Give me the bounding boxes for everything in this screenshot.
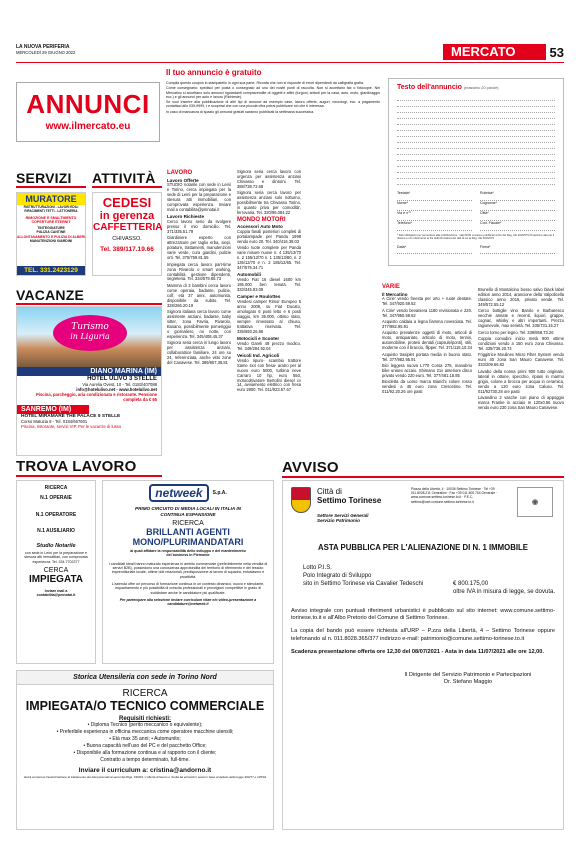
- coupon-fields: [397, 191, 555, 231]
- acc-auto-heading: Accessori Auto Moto: [237, 224, 283, 230]
- cedesi-line1: CEDESI: [102, 195, 152, 210]
- lavoro-column: [167, 170, 231, 368]
- citta-sign1: Il Dirigente del Servizio Patrimonio e Partecipazioni: [404, 672, 532, 679]
- field-telefono[interactable]: Telefono*: [397, 221, 472, 231]
- muratore-line: TINTEGGIATURE: [37, 226, 65, 231]
- turismo-banner: [17, 307, 161, 367]
- muratore-line: MANUTENZIONI GIARDINI: [29, 239, 73, 244]
- hotel2-name: HOTEL MIRAMARE THE PALACE 5 STELLE: [21, 414, 121, 419]
- list-item: Signora seria cerca lavoro per assistenza anziani solo notturno, possibilmente tra Chivasso Torino, in quanto priva per comodità', ferrovaria. Tel. 320/95.084.22: [237, 190, 301, 216]
- citta-p1: Avviso integrale con puntuali riferimenti urbanistici è pubblicato sul sito internet: www.comune.settimo-torinese.to.it e all'Albo Pretorio del Comune di Settimo Torinese.: [291, 608, 555, 622]
- notarile-top-cerca: RICERCA: [44, 485, 68, 491]
- lotto-price-note: oltre IVA in misura di legge, se dovuta.: [453, 589, 555, 595]
- storica-req: • Preferibile esperienza in officina meccanica come operatore macchine utensili;: [56, 729, 234, 735]
- list-item: Giardiniere esperto con attrezzature per taglio erba, siepi, potature, trattamenti, manutenzioni varie verde, cura giardini, pulizie orti. Tel. 375/759.81.55: [167, 235, 231, 261]
- netweek-role2: MONO/PLURIMANDATARI: [132, 537, 244, 548]
- lotto-block: [291, 564, 555, 596]
- citta-signature: [381, 672, 555, 686]
- veicoli-heading: Veicoli Ind. Agricoli: [237, 353, 280, 359]
- mondo-motori-heading: MONDO MOTORI: [237, 216, 286, 223]
- varie-column: [382, 284, 472, 397]
- hotel1-place: DIANO MARINA (IM): [17, 367, 161, 376]
- notarile-body: con sede in Leinì per la preparazione e stesura atti immobiliari, con comprovata esperienza. Tel. 334.7702377: [24, 551, 88, 564]
- notarile-cerca: CERCA: [43, 567, 69, 575]
- netweek-p2: L'azienda offre un percorso di formazione continua in un contesto dinamico, nuovo e stimolante, inquadramento e più possibilità di crescita professionali e provvigioni competitive in grado di soddisfare anche le candidature più qualificate.: [111, 581, 265, 595]
- citta-ad: [282, 480, 564, 830]
- hotel1-desc: Piscina, parcheggio, aria condizionata e ristorante. Pensione completa da € 65: [35, 392, 157, 402]
- varie-column-right: [478, 288, 564, 412]
- muratore-phone: TEL. 331.2423129: [17, 266, 85, 275]
- cedesi-phone: Tel. 389/117.19.66: [100, 246, 154, 253]
- storica-ad: [16, 670, 274, 830]
- field-citta[interactable]: Città*: [480, 211, 555, 221]
- list-item: Brunello di Montalcino bosso salvo black label edition anno 2014, arancione della Valpolicella classico anno 2016, privato vende. Tel. 349/572.55.12: [478, 287, 564, 307]
- net-logo-icon: ◉: [517, 487, 553, 517]
- muratore-line: RIFACIMENTI TETTI - LATTONERIA: [24, 209, 78, 214]
- section-servizi: SERVIZI: [16, 170, 86, 188]
- coupon-text-lines[interactable]: [397, 95, 555, 185]
- section-attivita: ATTIVITÀ: [92, 170, 162, 188]
- hotel1-name: HOTEL ULIVO 3 STELLE: [87, 376, 157, 382]
- notarile-ad: [16, 480, 96, 664]
- notarile-mail-label: Inviare mail a: [44, 589, 68, 594]
- netweek-role1: BRILLANTI AGENTI: [146, 527, 230, 538]
- lotto-left: [291, 564, 423, 596]
- masthead: [16, 44, 75, 56]
- citta-contacts: Piazza della Libertà, 4 · 10036 Settimo Torinese · Tel +39 011.8028.211 Centralino · Fax +39 011.800.754 Generale · www.comune.settimo-torinese.to.it · P.E.C. settimo@cert.comune.settimo-torinese.to.it: [411, 487, 498, 504]
- coupon-title: Testo dell'annuncio: [397, 84, 462, 91]
- netweek-ricerca: RICERCA: [172, 520, 204, 528]
- field-firma[interactable]: Firma*: [480, 245, 555, 254]
- coupon-form: [388, 78, 564, 266]
- list-item: Impiegata cerca lavoro part-time zona Rivarolo o smart working, contabilità, gestione dipendenti, segreteria. Tel. 334/579.85.73: [167, 261, 231, 282]
- citta-header: [291, 487, 555, 523]
- paper-name: LA NUOVA PERIFERIA: [16, 44, 70, 50]
- lotto-right: [453, 564, 555, 596]
- list-item: Coppia fanali posteriori completi di portalampade per Panda 1998 vendo euro 20. Tel. 340/416.38.03: [237, 228, 301, 244]
- turismo-badge: [53, 315, 127, 351]
- camper-heading: Camper e Roulottes: [237, 294, 281, 300]
- cedesi-place: CHIVASSO.: [112, 236, 142, 242]
- notarile-kicker: Studio Notarile: [36, 543, 76, 550]
- netweek-intro: ai quali affidare la responsabilità dello sviluppo e del mantenimento del business in Piemonte: [130, 549, 246, 558]
- muratore-line: ALLONTANAMENTO E PULIZIA DI ALBERI: [17, 234, 85, 239]
- section-label: MERCATO: [443, 44, 546, 60]
- list-item: Lavabo della nonna primi 900 tutto originale, lateral in ottone, specchio, ripiani in marmo grigio, colone a brocca per acqua in ceramica, vendo a 120 euro zona Caluso. Tel. 011/92730.28 ore pasti: [478, 368, 564, 394]
- netweek-logo-row: [108, 484, 268, 502]
- annunci-title: ANNUNCI: [26, 89, 150, 119]
- citta-name-block: [317, 487, 405, 523]
- muratore-line: RISTRUTTURAZIONI - LAVORI EDILI: [23, 205, 79, 209]
- turismo-title: Turismo: [71, 322, 109, 332]
- list-item: A Cirie' vendo freesta per orto + ruote dentate. Tel. 347/920.59.52: [382, 296, 472, 307]
- section-trova-lavoro: TROVA LAVORO: [16, 458, 162, 477]
- netweek-suffix: S.p.A.: [212, 490, 227, 496]
- issue-date: MERCOLEDÌ 29 GIUGNO 2022: [16, 50, 76, 55]
- field-cod-fiscale[interactable]: Cod. Fiscale*: [480, 221, 555, 231]
- field-testata[interactable]: Testata*: [397, 191, 472, 201]
- intro-title: Il tuo annuncio è gratuito: [166, 68, 262, 77]
- notarile-role: IMPIEGATA: [28, 574, 84, 586]
- netweek-cta[interactable]: Per partecipare alla selezione inviare curriculum vitae e/o video-presentazione a candidature@netweek.it: [119, 597, 257, 607]
- coupon-fields-left: [397, 191, 472, 231]
- list-item: Signora italiana cerca lavoro come assistente anziani, badante, baby sitter, zona Favria, Rivarolo, Busano, possibilmente pomeriggio o giornaliero, no notte, con esperienza. Tel. 345/408.45.37: [167, 309, 231, 339]
- list-item: Acquisto prevalenze oggetti di moto, articoli di moto, antiquariato, articolo di moto, tennis, automobiline, protesi dentali (capsule/ponti), stili, moderne con il braccio, flipper. Tel. 371/115.10.34: [382, 330, 472, 351]
- coupon-signature-row: [397, 245, 555, 254]
- list-item: Coppia comodini inizio metà 900 ottime condizioni vendo a 150 euro zona Chivasso. Tel. 335/736.20.74: [478, 336, 564, 351]
- motori-column: [237, 170, 301, 395]
- field-cognome[interactable]: Cognome*: [480, 201, 555, 211]
- citta-name1: Città di: [317, 487, 342, 496]
- notarile-top-line: N.1 AUSILIARIO: [37, 527, 75, 534]
- coupon-text-line[interactable]: [397, 179, 555, 185]
- list-subheading: Lavoro Richieste: [167, 214, 205, 220]
- list-item: Cerco torno per legno. Tel. 339/858.73.26: [478, 329, 554, 335]
- storica-req: • Disponibile alla formazione continua e al rapporto con il cliente;: [73, 750, 217, 756]
- lotto-desc1: Polo Integrato di Sviluppo: [303, 573, 372, 579]
- notarile-top-line: N.1 OPERATORE: [35, 511, 77, 518]
- turismo-subtitle: in Liguria: [70, 332, 110, 341]
- hotel1-addr: Via Aurelia Ovest, 10 - Tel. 0183/407088: [82, 382, 157, 387]
- list-item: Acquisto caldaia a legna fiamma rovesciata. Tel. 377/982.95.91: [382, 319, 472, 329]
- citta-title: ASTA PUBBLICA PER L'ALIENAZIONE DI N. 1 IMMOBILE: [318, 543, 528, 552]
- notarile-top-line: N.1 OPERAIE: [40, 495, 72, 502]
- list-item: Vendo Fiat 16 diesel 1600 km 195.000 ben tenuta. Tel. 333/345.93.08: [237, 276, 301, 292]
- list-item: Lavandino 2 vasche con piano di appoggio marca Franke in acciaio m 120x0.56 nuovo vendo euro 230 zona San Mauro Canavese.: [478, 395, 564, 410]
- lavoro-heading: LAVORO: [167, 170, 193, 176]
- list-item: A Cirie' vendo bevaniera 1180 revisionata e 220. Tel. 347/950.59.52: [382, 307, 472, 318]
- hotel1-web[interactable]: info@hotelulivo.net - www.hotelulivo.net: [76, 387, 157, 392]
- section-avviso: AVVISO: [282, 459, 564, 478]
- list-item: Cerco bottiglie vino Barolo e Barbaresco vecchie annate e recenti, liquori, grappe, cognac, whisky e altri importanti. Prezzo ragionevole, max serietà. Tel. 335/731.15.27: [478, 308, 564, 329]
- storica-req: • Diploma Tecnico (perito meccanico o equivalente);: [87, 722, 203, 728]
- field-nome[interactable]: Nome*: [397, 201, 472, 211]
- muratore-title: MURATORE: [17, 193, 85, 205]
- intro-line: Come consegnarlo: spedisci per posta o consegnalo ad uno dei nostri punti di raccolta. Non si accettano fax o fotocopie. Nel Mercatino si accettano solo annunci riguardanti compravendite di oggetti e affini (furgoni, articoli per la casa, auto, moto, giardinaggio ecc.) e gli annunci per auto e lavoro (Richieste).: [166, 86, 380, 99]
- field-data[interactable]: Data*: [397, 245, 472, 254]
- netweek-ad: [102, 480, 274, 664]
- notarile-mail[interactable]: contabilita@pmnotai.it: [36, 593, 76, 598]
- citta-servizio: Servizio Patrimonio: [317, 518, 360, 523]
- moto-heading: Motocicli e Scooter: [237, 336, 280, 342]
- list-item: Cerco lavoro serio da svolgere presso il mio domicilio. Tel. 371/335.51.79: [167, 219, 231, 234]
- intro-line: Compila questo coupon in stampatello in ogni sua parte. Ricorda che non si risponde di errori dipendenti da calligrafia grafia.: [166, 81, 364, 85]
- hotel2-desc: Piscina, ristorante, servizi VIP. Per le vacanze di lusso: [21, 424, 122, 429]
- list-item: Vendesi camper Rimor Europeo 5 anno 2009, su Fiat Ducato, omologato 6 posti letto e 6 posti viaggio, km 36.000, ottimo stato, sempre rimessato al chiuso, trattativa riservata. Tel. 335/693.26.86: [237, 298, 301, 334]
- hotel2-place: SANREMO (IM): [17, 405, 89, 414]
- muratore-line: RIMOZIONE E SMALTIMENTO COPERTURE ETERNIT: [25, 215, 77, 224]
- varie-sub: Il Mercatino: [382, 291, 408, 297]
- header-rule: [16, 62, 564, 63]
- cedesi-ad: [92, 192, 162, 276]
- annunci-url[interactable]: www.ilmercato.eu: [45, 121, 131, 132]
- citta-p3: Scadenza presentazione offerta ore 12,30 del 08/07/2021 - Asta in data 11/07/2021 alle ore 12,00.: [291, 648, 544, 655]
- netweek-p1: I candidati ideali hanno maturato esperienza in ambito commerciale (preferibilmente nella vendita di servizi B2B), possiedono una conoscenza approfondita del territorio di riferimento e del tessuto imprenditoriale locale, ottime doti relazionali, predisposizione al lavoro di squadra, entusiasmo e proattività.: [108, 561, 268, 579]
- muratore-ad: [16, 192, 86, 276]
- hotel2-addr: Corso Matuzia 9 - Tel. 0184/667601: [21, 419, 88, 424]
- storica-req: • Età max 35 anni; • Automunito;: [109, 736, 181, 742]
- storica-ricerca: RICERCA: [122, 688, 168, 699]
- lavoro-sub: Lavoro Offerte: [167, 177, 199, 183]
- lotto-price: € 800.175,00: [453, 581, 489, 587]
- citta-settore: Settore Servizi Generali: [317, 513, 369, 518]
- field-rubrica[interactable]: Rubrica*: [480, 191, 555, 201]
- varie-heading: VARIE: [382, 284, 400, 290]
- list-item: Bici leggera nuova L770 Corsa 275, manubrio bike unisex accaio. Shimano 21v anteriore disco privato vendo 220 euro. Tel. 377/481.18.85: [382, 363, 472, 379]
- turismo-ad: [16, 306, 162, 456]
- storica-req-title: Requisiti richiesti:: [118, 716, 171, 722]
- intro-line: Se vuoi inserire alla pubblicazione di altri tipi di annunci ad esempio case, lavoro offerte, auguri, necrologi, ecc. a pagamento contattaci allo 039-9999, t e scoprirai che con una piccola cifra potrai pubblicare ciò che ti interessa.: [166, 100, 380, 109]
- coupon-privacy: * Dati obbligatori per permettere alla pubblicazione. I dati NON verranno pubblicati ai fini del Reg. UE 2016/679 Protezione dati per il rilascio e con riferimento ai fini dell'informativa dei dati di cui al Reg. UE 2016/679: [397, 234, 555, 241]
- netweek-headline: PRIMO CIRCUITO DI MEDIA LOCALI IN ITALIA IN CONTINUA ESPANSIONE: [135, 506, 241, 517]
- storica-header: Storica Utensileria con sede in Torino Nord: [17, 671, 273, 685]
- automobili-heading: Automobili: [237, 272, 261, 278]
- section-header: [443, 44, 564, 60]
- coupon-fields-right: [480, 191, 555, 231]
- storica-foot: dovrà contenere l'autorizzazione al trattamento dei dati personali ai sensi del Dlgs. 196/03. L'offerta di lavoro è rivolta ad entrambi i sessi in base al dettato della legge 903/77 e 125/91: [23, 775, 267, 779]
- storica-role: IMPIEGATA/O TECNICO COMMERCIALE: [25, 699, 265, 713]
- intro-block: [166, 68, 380, 165]
- coupon-heading: [397, 84, 555, 91]
- citta-name2: Settimo Torinese: [317, 496, 382, 505]
- list-item: Vendo ripuro- scambio trattore Same 4x4 con fresa- aratro per al nuovo euro 5000, turbina neve Carraro 10 hp, euro 550, motocoltivatore Bertolini diesel cv 14, avviamento elettrico con fresa euro 2800. Tel. 011/923.57.67: [237, 357, 301, 393]
- storica-req: • Buona capacità nell'uso del PC e del pacchetto Office;: [83, 743, 207, 749]
- list-item: Mamma di 3 bambini cerca lavoro come operaia, badante, pulizie, colf, età 37 anni, automunita, disponibile da subito. Tel. 328/266.20.19: [167, 282, 231, 308]
- list-item: STUDIO notarile con sede in Leinì e Torino, cerca impiegata per la sede di Leinì per la preparazione e stesura atti immobiliari, con comprovata esperienza. Inviare mail a contabilita@pmnotai.it: [167, 182, 231, 212]
- list-item: Vendo Gareli 48 prezzo modico. Tel. 349/284.92.04: [237, 340, 301, 351]
- citta-p2: La copia del bando può essere richiesta all'URP – P.zza della Libertà, 4 – Settimo Torinese oppure telefonando al n. 011.8028.365/377 indirizzo e-mail: patrimonio@comune.settimo-torinese.to.it: [291, 628, 555, 642]
- field-via[interactable]: Via e n°*: [397, 211, 472, 221]
- annunci-box: [16, 82, 160, 142]
- list-item: Vendo ruote complete per Panda varie misure nuove n. 4 135/13/70 n. 2 155/13/70 n. 1 135/13/80, n. 2 135/12/70 e n. 2 185/12/65. Tel. 347/575.34.71: [237, 245, 301, 270]
- intro-line: In caso di mancanza di spazio gli annunci gratuiti saranno pubblicati la settimana successiva.: [166, 109, 315, 114]
- cedesi-line2: in gerenza: [99, 210, 155, 222]
- netweek-logo: netweek: [149, 484, 208, 502]
- list-item: Signora seria cerca lavoro con urgenza per assistenza anziani Chivasso e dintorni. Tel. 388/738.72.68: [237, 169, 301, 189]
- cedesi-line3: CAFFETTERIA: [93, 222, 163, 233]
- lotto-label: Lotto P.I.S.: [303, 565, 332, 571]
- page-number: 53: [549, 44, 564, 60]
- list-item: Friggitrice Moulinex Micro Filter System vendo euro 40 zona San Mauro Canavese. Tel. 333/209.66.82: [478, 352, 564, 368]
- section-vacanze: VACANZE: [16, 287, 162, 305]
- lotto-desc2: sito in Settimo Torinese via Cavalier Tedeschi: [303, 581, 424, 587]
- coupon-subtitle: (massimo 20 parole): [463, 86, 499, 90]
- storica-cta[interactable]: Inviare il curriculum a: cristina@andorno.it: [78, 767, 212, 774]
- list-item: Bicicletta da uomo marca Bianchi colore rosso vendesi a 45 euro zona Crescetino. Tel. 011/92.20.26 ore pasti: [382, 379, 472, 395]
- coat-of-arms-icon: [291, 487, 311, 513]
- muratore-line: PULIZIA CANTINE: [36, 230, 66, 235]
- list-item: Signora seria cerca in lungo lavoro per assistenza anziani, collaboratrice familiare, 24 ore su 24, referenziata, anche vitto zone del Canavese. Tel. 389/657.38.81: [167, 340, 231, 366]
- citta-sign2: Dr. Stefano Maggio: [444, 679, 492, 686]
- list-item: Acquisto trasiplet portata media in buono stato. Tel. 377/982.95.91: [382, 351, 472, 362]
- storica-req: Contratto a tempo determinato, full-time.: [100, 757, 190, 763]
